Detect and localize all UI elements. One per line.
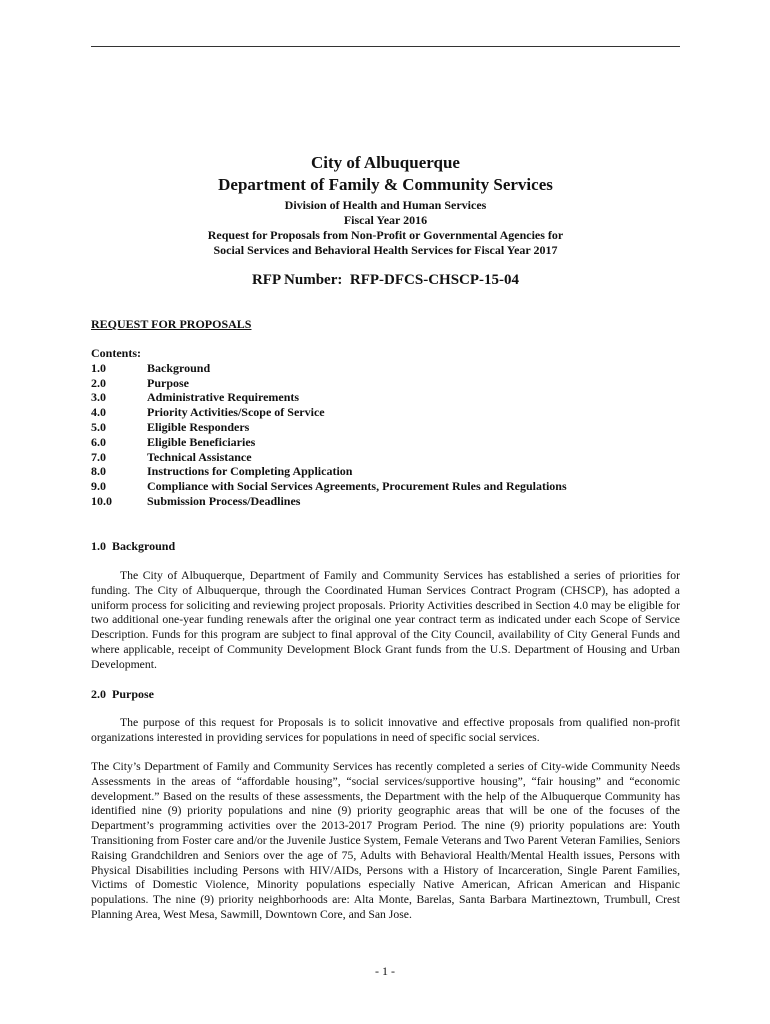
- toc-number: 2.0: [91, 375, 106, 390]
- toc-title: Compliance with Social Services Agreements, Procurement Rules and Regulations: [147, 479, 567, 494]
- fiscal-year-line: Fiscal Year 2016: [343, 213, 428, 227]
- toc-number: 1.0: [91, 360, 106, 375]
- rfp-description-line-2: Social Services and Behavioral Health Services for Fiscal Year 2017: [213, 243, 558, 257]
- toc-title: Eligible Beneficiaries: [147, 434, 256, 449]
- page-number: - 1 -: [375, 964, 395, 978]
- toc-item: [91, 464, 567, 479]
- toc-number: 9.0: [91, 479, 106, 494]
- toc-title: Technical Assistance: [147, 449, 252, 464]
- contents-label: Contents:: [91, 346, 141, 360]
- purpose-paragraph-2: The City’s Department of Family and Community Services has recently completed a series of City-wide Community Needs Assessments in the areas of “affordable housing”, “social services/supportive housing”, “fair housing” and “economic development.” Based on the results of these assessments, the Department with the help of the Albuquerque Community has identified nine (9) priority populations and nine (9) priority geographic areas that will be one of the focuses of the Department’s programming activities over the 2013-2017 Program Period. The nine (9) priority populations are: Youth Transitioning from Foster care and/or the Juvenile Justice System, Female Veterans and Two Parent Veteran Families, Seniors Raising Grandchildren and Seniors over the age of 75, Adults with Behavioral Health/Mental Health issues, Persons with Physical Disabilities including Persons with HIV/AIDs, Persons with a History of Incarceration, Single Parent Families, Victims of Domestic Violence, Minority populations especially Native American, African American and Hispanic populations. The nine (9) priority neighborhoods are: Alta Monte, Barelas, Santa Barbara Martineztown, Trumbull, Crest Planning Area, West Mesa, Sawmill, Downtown Core, and San Jose.: [91, 760, 680, 921]
- toc-number: 6.0: [91, 434, 106, 449]
- toc-title: Instructions for Completing Application: [147, 464, 353, 479]
- toc-item: [91, 494, 567, 509]
- header-rule: [91, 46, 680, 47]
- division-line: Division of Health and Human Services: [284, 198, 487, 212]
- toc-title: Eligible Responders: [147, 419, 250, 434]
- toc-item: [91, 361, 567, 376]
- toc-title: Submission Process/Deadlines: [147, 493, 301, 508]
- toc-number: 3.0: [91, 390, 106, 405]
- rfp-number: RFP Number: RFP-DFCS-CHSCP-15-04: [251, 272, 520, 288]
- toc-title: Administrative Requirements: [147, 390, 300, 405]
- toc-item: [91, 405, 567, 420]
- purpose-heading: 2.0 Purpose: [91, 687, 154, 701]
- toc-title: Purpose: [147, 375, 189, 390]
- toc-number: 8.0: [91, 464, 106, 479]
- table-of-contents: [91, 346, 567, 509]
- toc-number: 7.0: [91, 449, 106, 464]
- request-for-proposals-heading: REQUEST FOR PROPOSALS: [91, 317, 252, 331]
- title-block: [91, 152, 680, 258]
- city-title: City of Albuquerque: [311, 153, 460, 172]
- toc-title: Priority Activities/Scope of Service: [147, 405, 325, 420]
- rfp-description-line-1: Request for Proposals from Non-Profit or Governmental Agencies for: [207, 228, 564, 242]
- toc-item: [91, 435, 567, 450]
- department-title: Department of Family & Community Services: [218, 175, 553, 194]
- toc-item: [91, 390, 567, 405]
- toc-item: [91, 376, 567, 391]
- background-paragraph: The City of Albuquerque, Department of Family and Community Services has established a series of priorities for funding. The City of Albuquerque, through the Coordinated Human Services Contract Program (CHSCP), has adopted a uniform process for soliciting and reviewing project proposals. Priority Activities described in Section 4.0 may be eligible for two additional one-year funding renewals after the original one year contract term as indicated under each Scope of Service Description. Funds for this program are subject to final approval of the City Council, availability of City General Funds and where applicable, receipt of Community Development Block Grant funds from the U.S. Department of Housing and Urban Development.: [91, 569, 680, 671]
- toc-number: 4.0: [91, 405, 106, 420]
- toc-item: [91, 420, 567, 435]
- toc-title: Background: [147, 360, 211, 375]
- background-heading: 1.0 Background: [91, 539, 176, 553]
- toc-item: [91, 450, 567, 465]
- toc-item: [91, 479, 567, 494]
- purpose-paragraph-1: The purpose of this request for Proposals is to solicit innovative and effective proposals from qualified non-profit organizations interested in providing services for populations in need of specific social services.: [91, 716, 680, 744]
- toc-number: 10.0: [91, 493, 112, 508]
- toc-number: 5.0: [91, 419, 106, 434]
